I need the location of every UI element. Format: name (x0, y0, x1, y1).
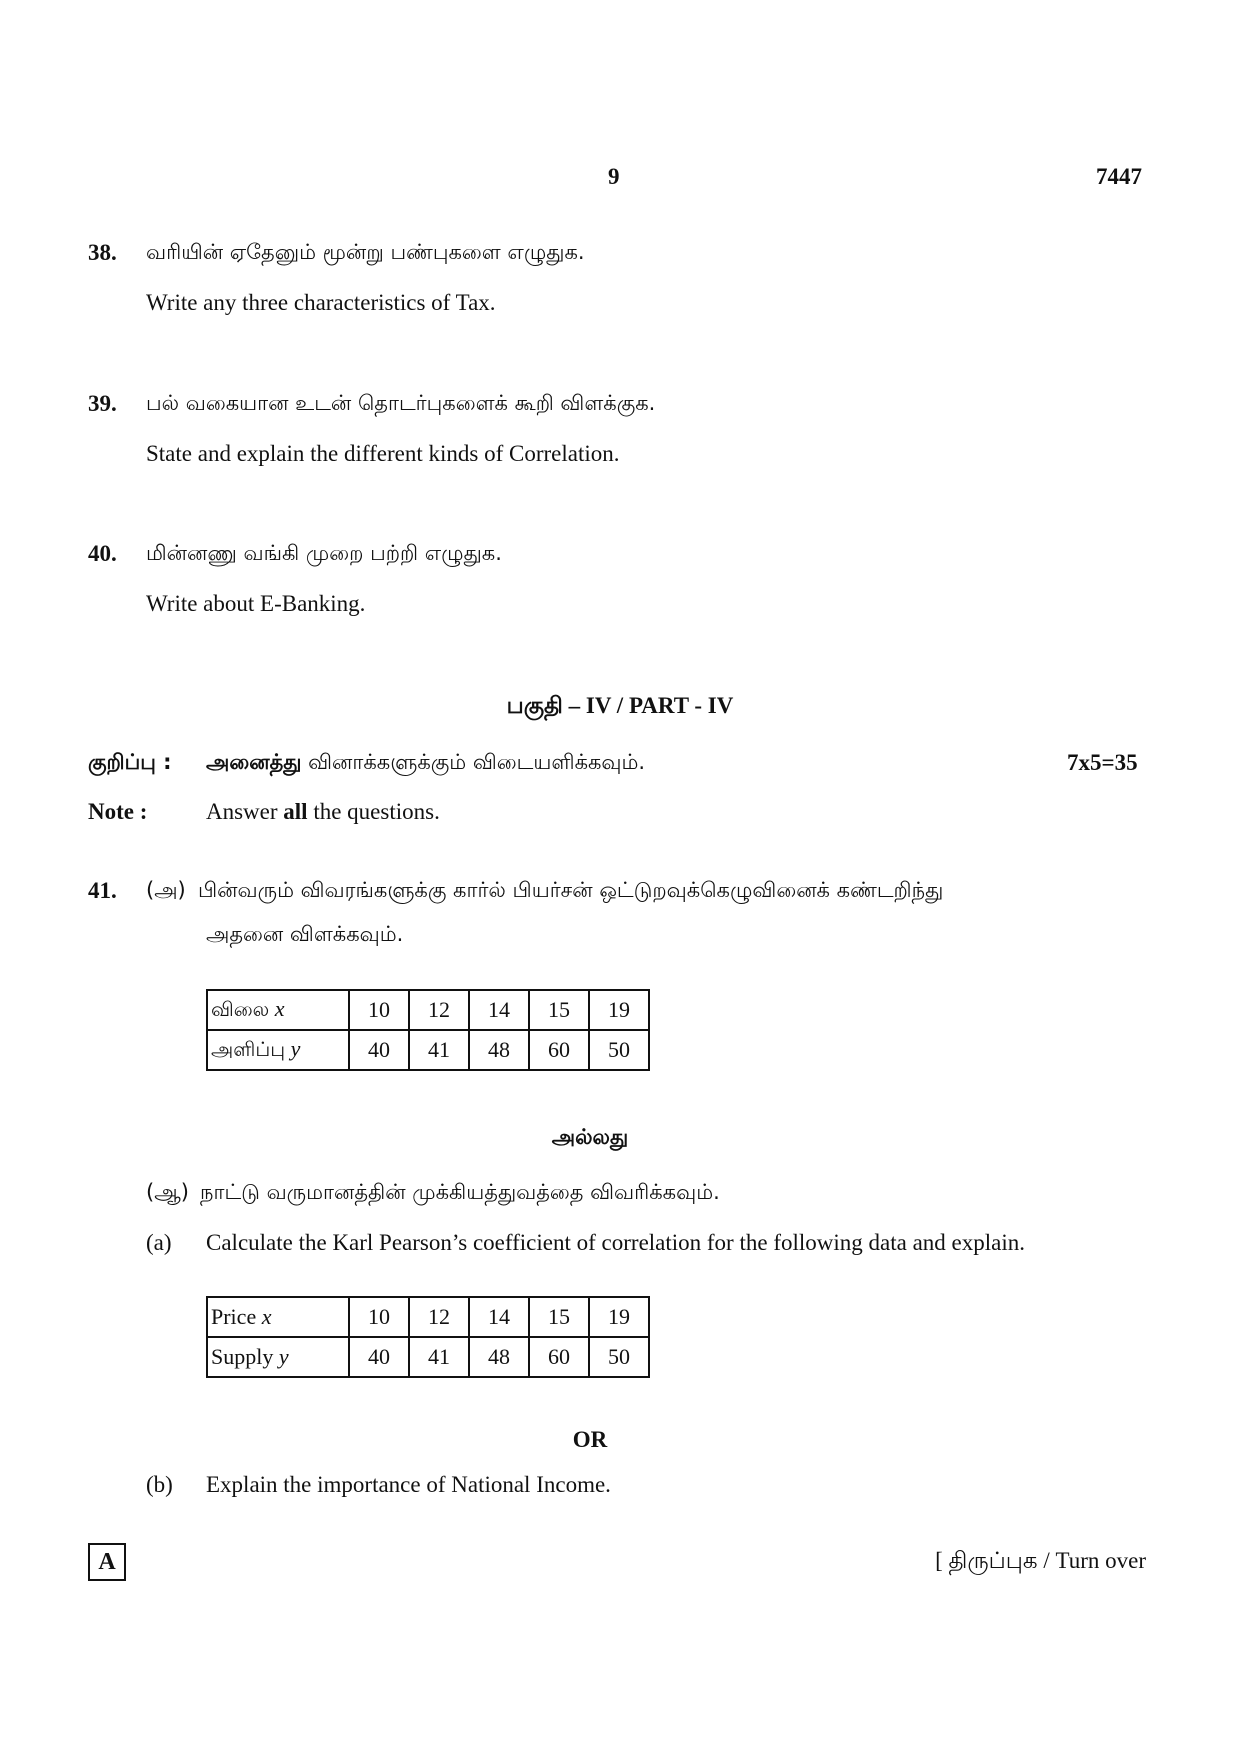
table-cell: 10 (349, 1297, 409, 1337)
table-cell: 15 (529, 990, 589, 1030)
english-data-table (206, 1296, 650, 1378)
table-cell: 48 (469, 1030, 529, 1070)
q41a-english-marker: (a) (146, 1230, 172, 1255)
question-number-39: 39. (88, 391, 117, 416)
note-text-tamil: அனைத்து வினாக்களுக்கும் விடையளிக்கவும். (206, 750, 646, 774)
or-tamil: அல்லது (551, 1125, 629, 1149)
or-english: OR (572, 1427, 608, 1452)
table-cell: 50 (589, 1030, 649, 1070)
q39-english: State and explain the different kinds of Correlation. (146, 441, 620, 466)
table-cell: 14 (469, 990, 529, 1030)
note-label-english: Note : (88, 799, 148, 824)
table-row (207, 1297, 649, 1337)
table-cell: 15 (529, 1297, 589, 1337)
q41b-tamil: நாட்டு வருமானத்தின் முக்கியத்துவத்தை விவரிக்கவும். (200, 1180, 720, 1204)
q38-tamil: வரியின் ஏதேனும் மூன்று பண்புகளை எழுதுக. (146, 240, 585, 264)
table-cell: 14 (469, 1297, 529, 1337)
table-cell: 12 (409, 990, 469, 1030)
table-cell: 19 (589, 990, 649, 1030)
q41a-tamil-marker: (அ) (146, 878, 186, 902)
table-cell: 60 (529, 1337, 589, 1377)
table-row-label: விலை x (207, 990, 349, 1030)
q38-english: Write any three characteristics of Tax. (146, 290, 496, 315)
table-row-label: அளிப்பு y (207, 1030, 349, 1070)
series-box: A (88, 1543, 126, 1581)
q41a-english: Calculate the Karl Pearson’s coefficient of correlation for the following data and explain. (206, 1230, 1025, 1255)
question-number-38: 38. (88, 240, 117, 265)
table-row-label: Price x (207, 1297, 349, 1337)
table-cell: 41 (409, 1337, 469, 1377)
page-number: 9 (608, 164, 620, 189)
q41b-english: Explain the importance of National Income. (206, 1472, 611, 1497)
table-cell: 50 (589, 1337, 649, 1377)
table-row (207, 990, 649, 1030)
question-number-41: 41. (88, 878, 117, 903)
table-row (207, 1030, 649, 1070)
q40-english: Write about E-Banking. (146, 591, 366, 616)
q41a-tamil-line1: பின்வரும் விவரங்களுக்கு கார்ல் பியர்சன் ஒட்டுறவுக்கெழுவினைக் கண்டறிந்து (198, 878, 944, 902)
q39-tamil: பல் வகையான உடன் தொடர்புகளைக் கூறி விளக்குக. (146, 391, 656, 415)
table-cell: 48 (469, 1337, 529, 1377)
table-row-label: Supply y (207, 1337, 349, 1377)
table-cell: 40 (349, 1337, 409, 1377)
table-cell: 40 (349, 1030, 409, 1070)
table-cell: 12 (409, 1297, 469, 1337)
q41a-tamil-line2: அதனை விளக்கவும். (206, 922, 404, 946)
q40-tamil: மின்னணு வங்கி முறை பற்றி எழுதுக. (146, 541, 502, 565)
question-number-40: 40. (88, 541, 117, 566)
table-row (207, 1337, 649, 1377)
q41b-tamil-marker: (ஆ) (146, 1180, 189, 1204)
part-heading: பகுதி – IV / PART - IV (506, 693, 734, 718)
table-cell: 10 (349, 990, 409, 1030)
table-cell: 41 (409, 1030, 469, 1070)
q41b-english-marker: (b) (146, 1472, 173, 1497)
paper-code: 7447 (1096, 164, 1142, 189)
note-label-tamil: குறிப்பு : (88, 750, 172, 774)
marks-scheme: 7x5=35 (1067, 750, 1138, 775)
table-cell: 19 (589, 1297, 649, 1337)
table-cell: 60 (529, 1030, 589, 1070)
tamil-data-table (206, 989, 650, 1071)
turn-over: [ திருப்புக / Turn over (935, 1548, 1146, 1573)
note-text-english: Answer all the questions. (206, 799, 440, 824)
